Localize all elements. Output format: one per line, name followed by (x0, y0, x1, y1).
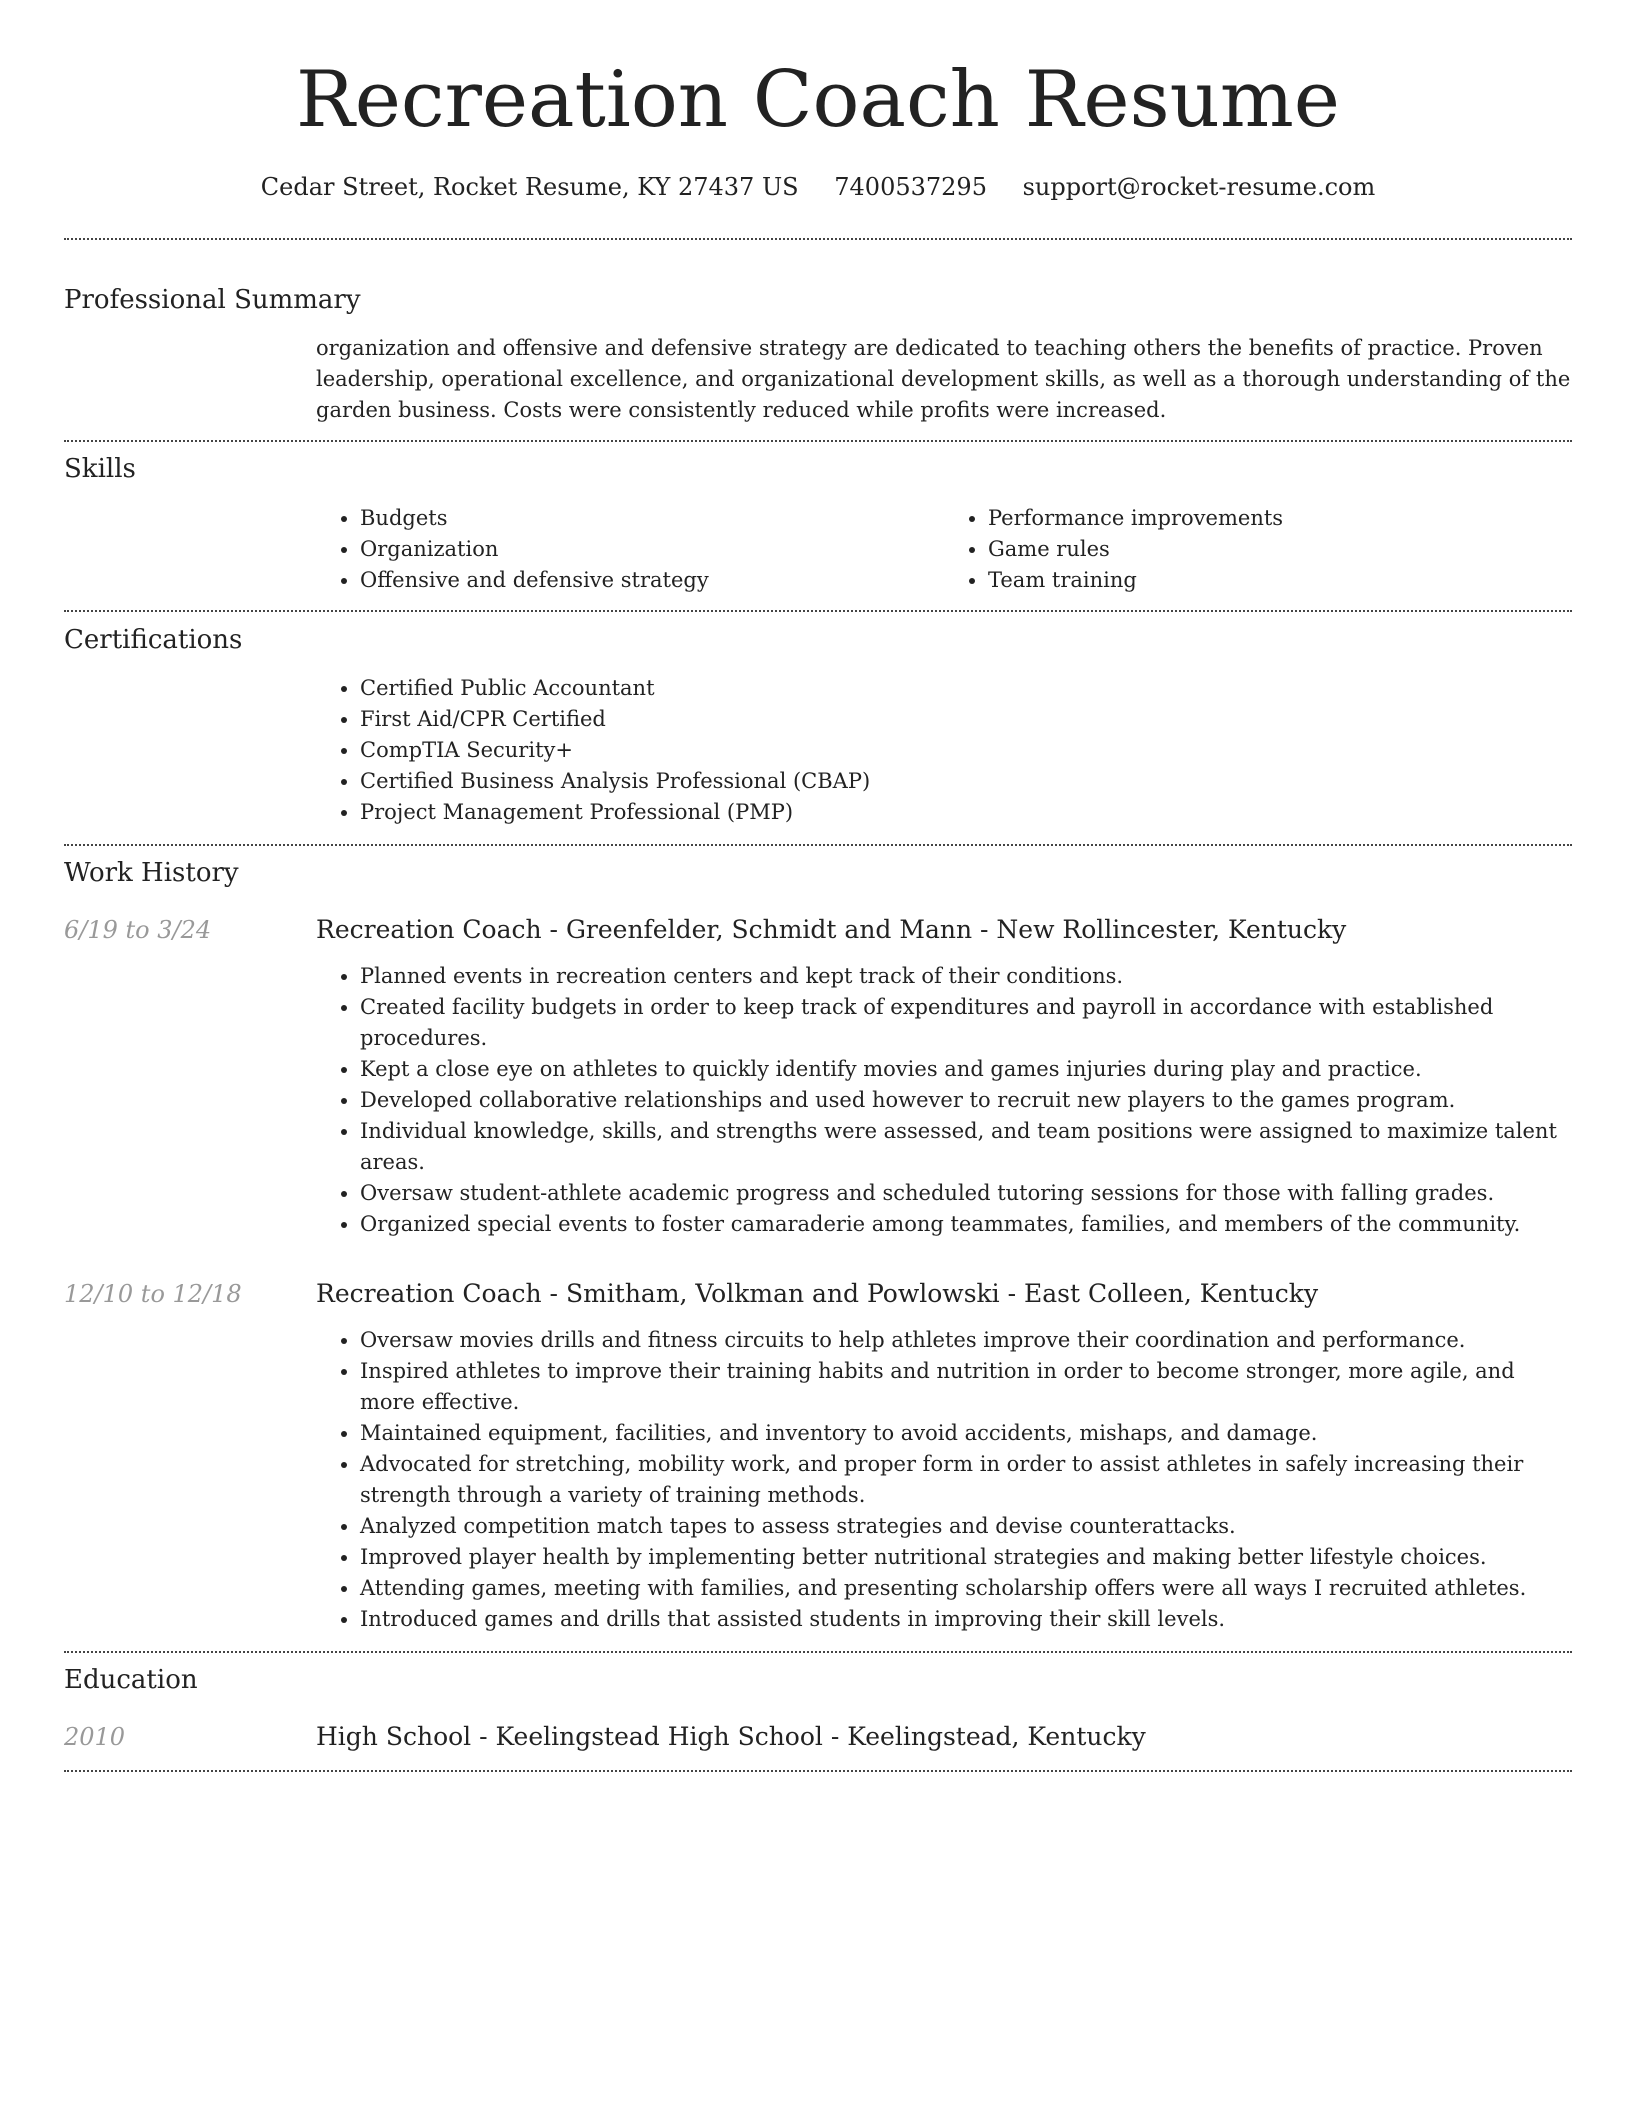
job-bullet: • Improved player health by implementing better nutritional strategies and making better lifestyle choices. (360, 1542, 1572, 1573)
job-bullet: • Kept a close eye on athletes to quickly identify movies and games injuries during play and practice. (360, 1054, 1572, 1085)
certification-item: • CompTIA Security+ (360, 735, 1572, 766)
skills-section (64, 442, 1572, 610)
summary-text: organization and offensive and defensive strategy are dedicated to teaching others the benefits of practice. Proven leadership, operational excellence, and organizational development skills, as well as a thorough understanding of the garden business. Costs were consistently reduced while profits were increased. (316, 336, 1571, 422)
section-heading-work: Work History (64, 858, 239, 888)
job-bullet: • Developed collaborative relationships and used however to recruit new players to the games program. (360, 1085, 1572, 1116)
contact-line (64, 170, 1572, 204)
education-title: High School - Keelingstead High School - Keelingstead, Kentucky (316, 1722, 1146, 1751)
contact-phone: 7400537295 (834, 173, 987, 201)
job-header (64, 913, 1572, 947)
section-heading-skills: Skills (64, 454, 136, 484)
job-bullet: • Attending games, meeting with families, and presenting scholarship offers were all ways I recruited athletes. (360, 1573, 1572, 1604)
section-heading-summary: Professional Summary (64, 285, 361, 315)
job-bullet: • Analyzed competition match tapes to assess strategies and devise counterattacks. (360, 1511, 1572, 1542)
section-divider (64, 1770, 1572, 1772)
job-bullet: • Oversaw student-athlete academic progress and scheduled tutoring sessions for those with falling grades. (360, 1178, 1572, 1209)
resume-title: Recreation Coach Resume (296, 55, 1340, 145)
job-bullet: • Maintained equipment, facilities, and inventory to avoid accidents, mishaps, and damage. (360, 1418, 1572, 1449)
job-dates: 6/19 to 3/24 (64, 916, 212, 944)
skill-item: • Game rules (988, 534, 1572, 565)
skill-item: • Team training (988, 565, 1572, 596)
skills-list-right (944, 503, 1572, 596)
contact-address: Cedar Street, Rocket Resume, KY 27437 US (260, 173, 799, 201)
job-title: Recreation Coach - Greenfelder, Schmidt and Mann - New Rollincester, Kentucky (316, 915, 1347, 944)
skill-item: • Performance improvements (988, 503, 1572, 534)
job-bullets (316, 961, 1572, 1240)
summary-section (64, 240, 1572, 440)
work-history-section (64, 846, 1572, 1651)
certifications-section (64, 612, 1572, 844)
certifications-list (316, 673, 1572, 828)
job-details (316, 1325, 1572, 1635)
skills-columns (316, 503, 1572, 596)
section-heading-education: Education (64, 1665, 198, 1695)
skill-item: • Offensive and defensive strategy (360, 565, 944, 596)
job-bullet: • Oversaw movies drills and fitness circuits to help athletes improve their coordination and performance. (360, 1325, 1572, 1356)
certification-item: • Project Management Professional (PMP) (360, 797, 1572, 828)
job-header (64, 1277, 1572, 1311)
certification-item: • Certified Public Accountant (360, 673, 1572, 704)
job-bullet: • Introduced games and drills that assisted students in improving their skill levels. (360, 1604, 1572, 1635)
job-entry (64, 1277, 1572, 1635)
job-bullets (316, 1325, 1572, 1635)
certifications-body (316, 673, 1572, 828)
job-bullet: • Advocated for stretching, mobility work, and proper form in order to assist athletes in safely increasing their strength through a variety of training methods. (360, 1449, 1572, 1511)
section-heading-certifications: Certifications (64, 625, 243, 655)
contact-email: support@rocket-resume.com (1022, 173, 1376, 201)
job-bullet: • Individual knowledge, skills, and strengths were assessed, and team positions were assigned to maximize talent areas. (360, 1116, 1572, 1178)
education-year: 2010 (64, 1723, 126, 1751)
certification-item: • First Aid/CPR Certified (360, 704, 1572, 735)
job-dates: 12/10 to 12/18 (64, 1280, 242, 1308)
skills-list-left (316, 503, 944, 596)
resume-page (64, 0, 1572, 1772)
job-bullet: • Organized special events to foster camaraderie among teammates, families, and members of the community. (360, 1209, 1572, 1240)
skill-item: • Budgets (360, 503, 944, 534)
skill-item: • Organization (360, 534, 944, 565)
certification-item: • Certified Business Analysis Professional (CBAP) (360, 766, 1572, 797)
job-bullet: • Planned events in recreation centers and kept track of their conditions. (360, 961, 1572, 992)
job-bullet: • Created facility budgets in order to keep track of expenditures and payroll in accordance with established procedures. (360, 992, 1572, 1054)
job-details (316, 961, 1572, 1240)
job-title: Recreation Coach - Smitham, Volkman and Powlowski - East Colleen, Kentucky (316, 1279, 1319, 1308)
education-section (64, 1653, 1572, 1770)
job-entry (64, 913, 1572, 1240)
job-bullet: • Inspired athletes to improve their training habits and nutrition in order to become stronger, more agile, and more effective. (360, 1356, 1572, 1418)
education-entry (64, 1720, 1572, 1754)
